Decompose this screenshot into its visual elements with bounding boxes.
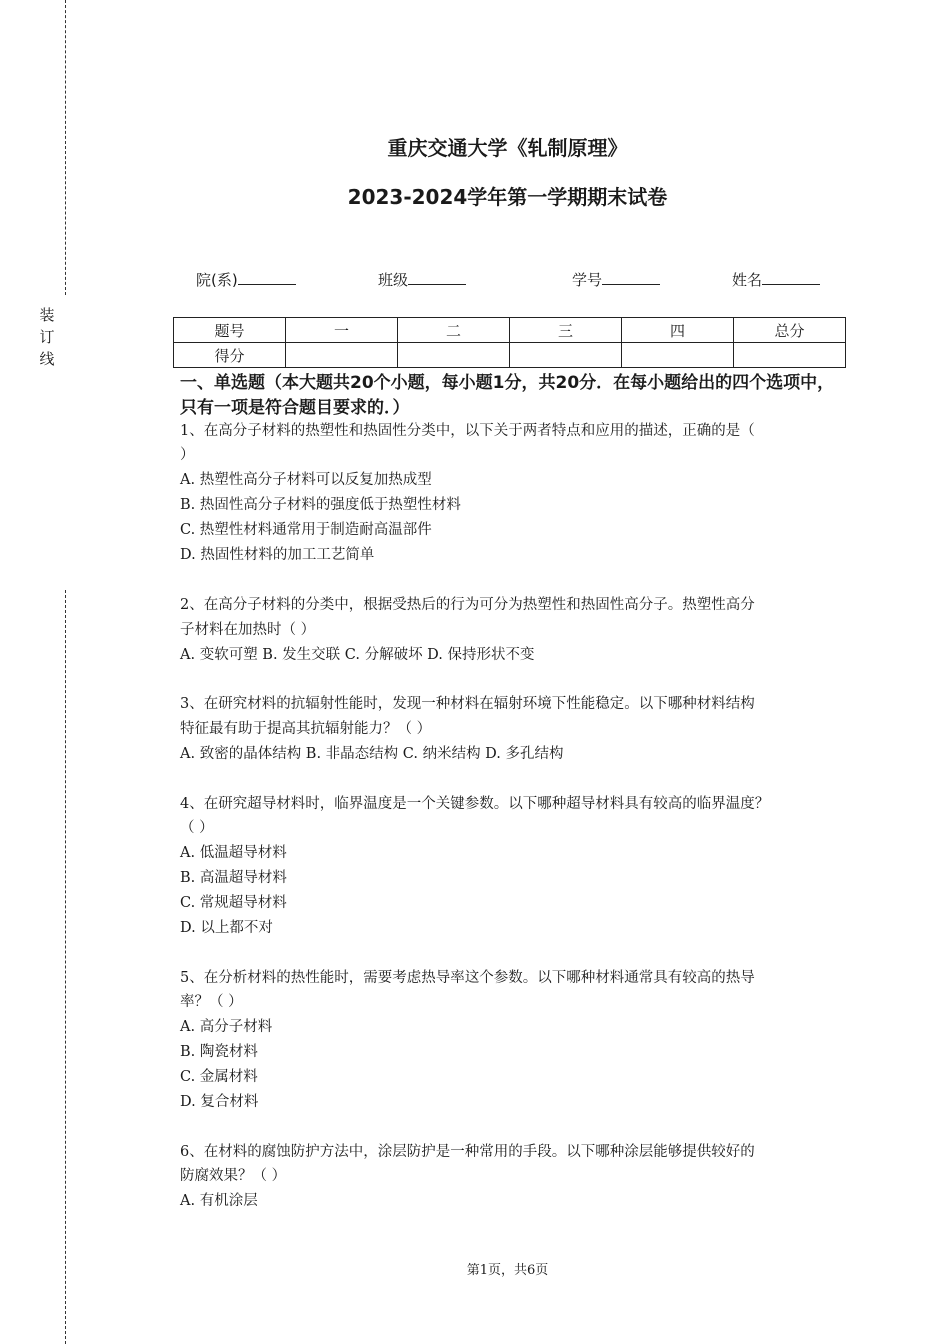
score-cell <box>398 343 510 368</box>
score-table-header-row <box>174 318 846 343</box>
name-blank[interactable] <box>762 270 820 285</box>
info-college: 院(系) <box>196 269 296 290</box>
question-5-text: 5、在分析材料的热性能时，需要考虑热导率这个参数。以下哪种材料通常具有较高的热导 <box>180 970 755 986</box>
question-5-option-a: A. 高分子材料 <box>180 1019 273 1035</box>
score-cell <box>286 343 398 368</box>
question-5-text-cont: 率？（ ） <box>180 994 243 1010</box>
question-3-text-cont: 特征最有助于提高其抗辐射能力？（ ） <box>180 721 432 737</box>
binding-label: 装订线 <box>39 306 55 368</box>
question-6-text: 6、在材料的腐蚀防护方法中，涂层防护是一种常用的手段。以下哪种涂层能够提供较好的 <box>180 1144 755 1160</box>
info-student-id: 学号 <box>572 269 660 290</box>
student-id-blank[interactable] <box>602 270 660 285</box>
score-cell: 一 <box>286 318 398 343</box>
score-cell: 二 <box>398 318 510 343</box>
college-blank[interactable] <box>238 270 296 285</box>
question-5-option-b: B. 陶瓷材料 <box>180 1044 258 1060</box>
question-4-option-b: B. 高温超导材料 <box>180 870 287 886</box>
question-2-text: 2、在高分子材料的分类中，根据受热后的行为可分为热塑性和热固性高分子。热塑性高分 <box>180 597 755 613</box>
exam-title-school: 重庆交通大学《轧制原理》 <box>387 136 628 160</box>
question-4-option-c: C. 常规超导材料 <box>180 895 287 911</box>
score-cell: 总分 <box>734 318 846 343</box>
question-4-option-d: D. 以上都不对 <box>180 920 273 936</box>
score-cell <box>622 343 734 368</box>
score-table-score-row <box>174 343 846 368</box>
question-1-option-c: C. 热塑性材料通常用于制造耐高温部件 <box>180 522 432 538</box>
question-1-text: 1、在高分子材料的热塑性和热固性分类中，以下关于两者特点和应用的描述，正确的是（ <box>180 423 755 439</box>
question-2-text-cont: 子材料在加热时（ ） <box>180 622 316 638</box>
score-cell <box>734 343 846 368</box>
question-5-option-c: C. 金属材料 <box>180 1069 258 1085</box>
exam-title-term: 2023-2024学年第一学期期末试卷 <box>347 185 668 209</box>
info-class: 班级 <box>378 269 466 290</box>
question-1-text-cont: ） <box>180 447 195 463</box>
question-4-text: 4、在研究超导材料时，临界温度是一个关键参数。以下哪种超导材料具有较高的临界温度？ <box>180 796 770 812</box>
page-number: 第1页，共6页 <box>466 1263 549 1278</box>
class-blank[interactable] <box>408 270 466 285</box>
score-cell: 题号 <box>174 318 286 343</box>
question-4-text-cont: （ ） <box>180 820 214 836</box>
question-1-option-d: D. 热固性材料的加工工艺简单 <box>180 547 375 563</box>
question-3-text: 3、在研究材料的抗辐射性能时，发现一种材料在辐射环境下性能稳定。以下哪种材料结构 <box>180 696 755 712</box>
score-cell: 得分 <box>174 343 286 368</box>
question-3-options: A. 致密的晶体结构 B. 非晶态结构 C. 纳米结构 D. 多孔结构 <box>180 746 564 762</box>
question-4-option-a: A. 低温超导材料 <box>180 845 287 861</box>
score-cell <box>510 343 622 368</box>
section-heading: 一、单选题（本大题共20个小题，每小题1分，共20分．在每小题给出的四个选项中，只有一项是符合题目要求的．） <box>180 373 835 418</box>
score-table <box>173 317 846 368</box>
question-1-option-b: B. 热固性高分子材料的强度低于热塑性材料 <box>180 497 461 513</box>
question-6-text-cont: 防腐效果？（ ） <box>180 1168 287 1184</box>
score-cell: 四 <box>622 318 734 343</box>
question-5-option-d: D. 复合材料 <box>180 1094 259 1110</box>
binding-dashed-line-bottom <box>65 590 66 1344</box>
score-cell: 三 <box>510 318 622 343</box>
info-name: 姓名 <box>732 269 820 290</box>
question-2-options: A. 变软可塑 B. 发生交联 C. 分解破坏 D. 保持形状不变 <box>180 647 535 663</box>
question-6-option-a: A. 有机涂层 <box>180 1193 258 1209</box>
question-1-option-a: A. 热塑性高分子材料可以反复加热成型 <box>180 472 432 488</box>
